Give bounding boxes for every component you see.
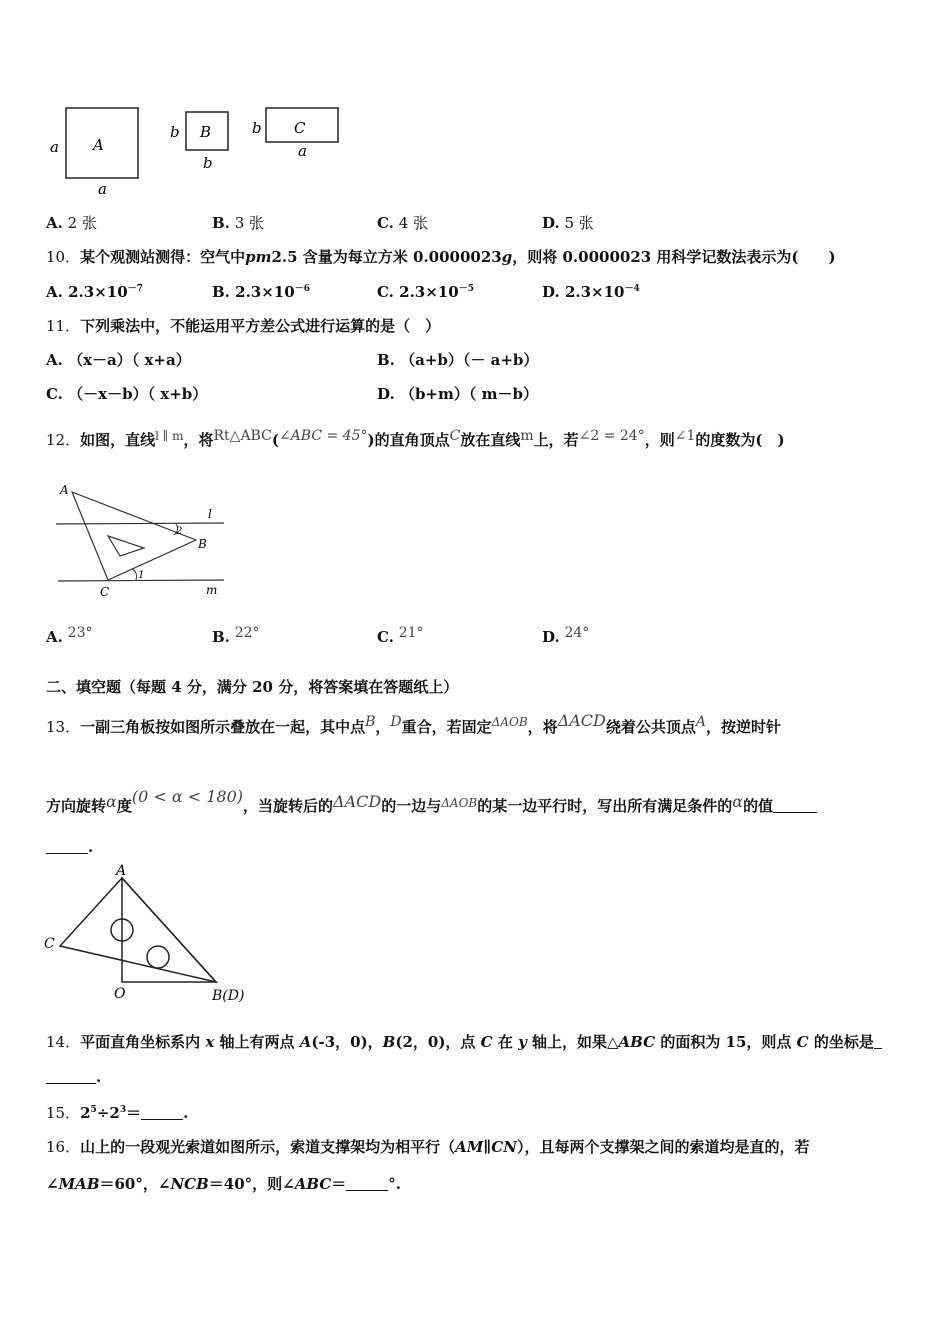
fig9-label-A: A <box>93 136 104 154</box>
q11-option-b: B. （a+b）（－ a+b） <box>377 351 539 369</box>
q9-option-c: C. 4 张 <box>377 214 428 232</box>
q10-option-a: A. $2.3\times 10^{-7}$ <box>46 283 143 301</box>
fig13-label-A: A <box>116 863 127 879</box>
q11-option-d: D. （b+m）（ m－b） <box>377 385 538 403</box>
q9-option-a: A. 2 张 <box>46 214 97 232</box>
q16-stem-line2: ∠MAB＝60°，∠NCB＝40°，则∠ABC＝ °. <box>46 1175 402 1193</box>
fig9-a-bottom-c: a <box>298 142 307 160</box>
q13-answer-blank-a[interactable] <box>773 798 817 813</box>
q10-stem: 10．某个观测站测得：空气中pm2.5 含量为每立方米 0.0000023g，则将 0.0000023 用科学记数法表示为( ) <box>46 248 836 266</box>
q12-option-c: C. 21° <box>377 625 424 646</box>
fig12-label-2: 2 <box>176 526 183 537</box>
fig12-label-B: B <box>198 537 207 551</box>
fig12-label-l: l <box>208 507 212 521</box>
inner-triangle <box>108 536 144 556</box>
fig9-b-bottom: b <box>203 154 213 172</box>
fig13-label-O: O <box>114 986 126 1002</box>
fig13-label-C: C <box>44 936 55 952</box>
angle-1-arc <box>132 569 137 580</box>
fig12-label-A: A <box>60 483 69 497</box>
q15-stem: 15．$2^5\div 2^3=$ . <box>46 1104 189 1122</box>
q9-figure <box>40 100 350 200</box>
q15-answer-blank[interactable] <box>141 1105 183 1120</box>
fig13-label-BD: B(D) <box>212 988 245 1004</box>
q14-answer-blank-a[interactable] <box>874 1034 882 1049</box>
fig9-label-C: C <box>294 119 306 137</box>
q12-option-a: A. 23° <box>46 625 93 646</box>
q11-option-a: A. （x－a）（ x+a） <box>46 351 191 369</box>
q13-figure <box>40 862 260 1008</box>
q11-stem: 11．下列乘法中，不能运用平方差公式进行运算的是（ ） <box>46 317 441 335</box>
q10-option-d: D. $2.3\times 10^{-4}$ <box>542 283 640 301</box>
q13-answer-blank-b[interactable] <box>46 839 88 854</box>
hole-2 <box>147 946 169 968</box>
q13-stem-line1: 13．一副三角板按如图所示叠放在一起，其中点B，D重合，若固定$^{\Delta AOB}$，将ΔACD绕着公共顶点A，按逆时针 <box>46 711 782 736</box>
fig9-b-side-c: b <box>252 119 262 137</box>
q14-stem-line2: . <box>46 1068 101 1086</box>
fig9-label-B: B <box>200 123 212 141</box>
fig9-a-side: a <box>50 138 59 156</box>
section-2-title: 二、填空题（每题 4 分，满分 20 分，将答案填在答题纸上） <box>46 678 459 696</box>
q14-stem-line1: 14．平面直角坐标系内 x 轴上有两点 A(-3，0)，B(2，0)，点 C 在 y 轴上，如果△ABC 的面积为 15，则点 C 的坐标是 <box>46 1031 882 1052</box>
q9-option-b: B. 3 张 <box>212 214 264 232</box>
q16-stem-line1: 16．山上的一段观光索道如图所示，索道支撑架均为相平行（AM∥CN），且每两个支撑架之间的索道均是直的，若 <box>46 1138 810 1156</box>
q12-option-d: D. 24° <box>542 625 590 646</box>
q16-answer-blank[interactable] <box>346 1176 388 1191</box>
q14-answer-blank-b[interactable] <box>46 1069 96 1084</box>
q13-stem-line3: . <box>46 838 93 856</box>
triangle-acd <box>60 878 216 982</box>
fig9-a-bottom: a <box>98 180 107 198</box>
fig12-label-C: C <box>100 585 110 599</box>
q12-option-b: B. 22° <box>212 625 260 646</box>
q9-option-d: D. 5 张 <box>542 214 594 232</box>
fig12-label-1: 1 <box>138 570 145 581</box>
q12-stem: 12．如图，直线$^{l \parallel m}$，将Rt△ABC(∠ABC = 45°)的直角顶点C放在直线m上，若∠2 = 24°，则∠1的度数为( ) <box>46 428 785 449</box>
fig9-b-side: b <box>170 123 180 141</box>
q11-option-c: C. （－x－b）（ x+b） <box>46 385 208 403</box>
fig12-label-m: m <box>206 583 218 597</box>
q10-option-b: B. $2.3\times 10^{-6}$ <box>212 283 310 301</box>
q10-option-c: C. $2.3\times 10^{-5}$ <box>377 283 474 301</box>
q12-figure <box>52 480 242 600</box>
line-l <box>56 523 224 524</box>
q13-stem-line2: 方向旋转α度(0 < α < 180)，当旋转后的ΔACD的一边与$^{\Delta AOB}$的某一边平行时，写出所有满足条件的α的值 <box>46 787 817 816</box>
